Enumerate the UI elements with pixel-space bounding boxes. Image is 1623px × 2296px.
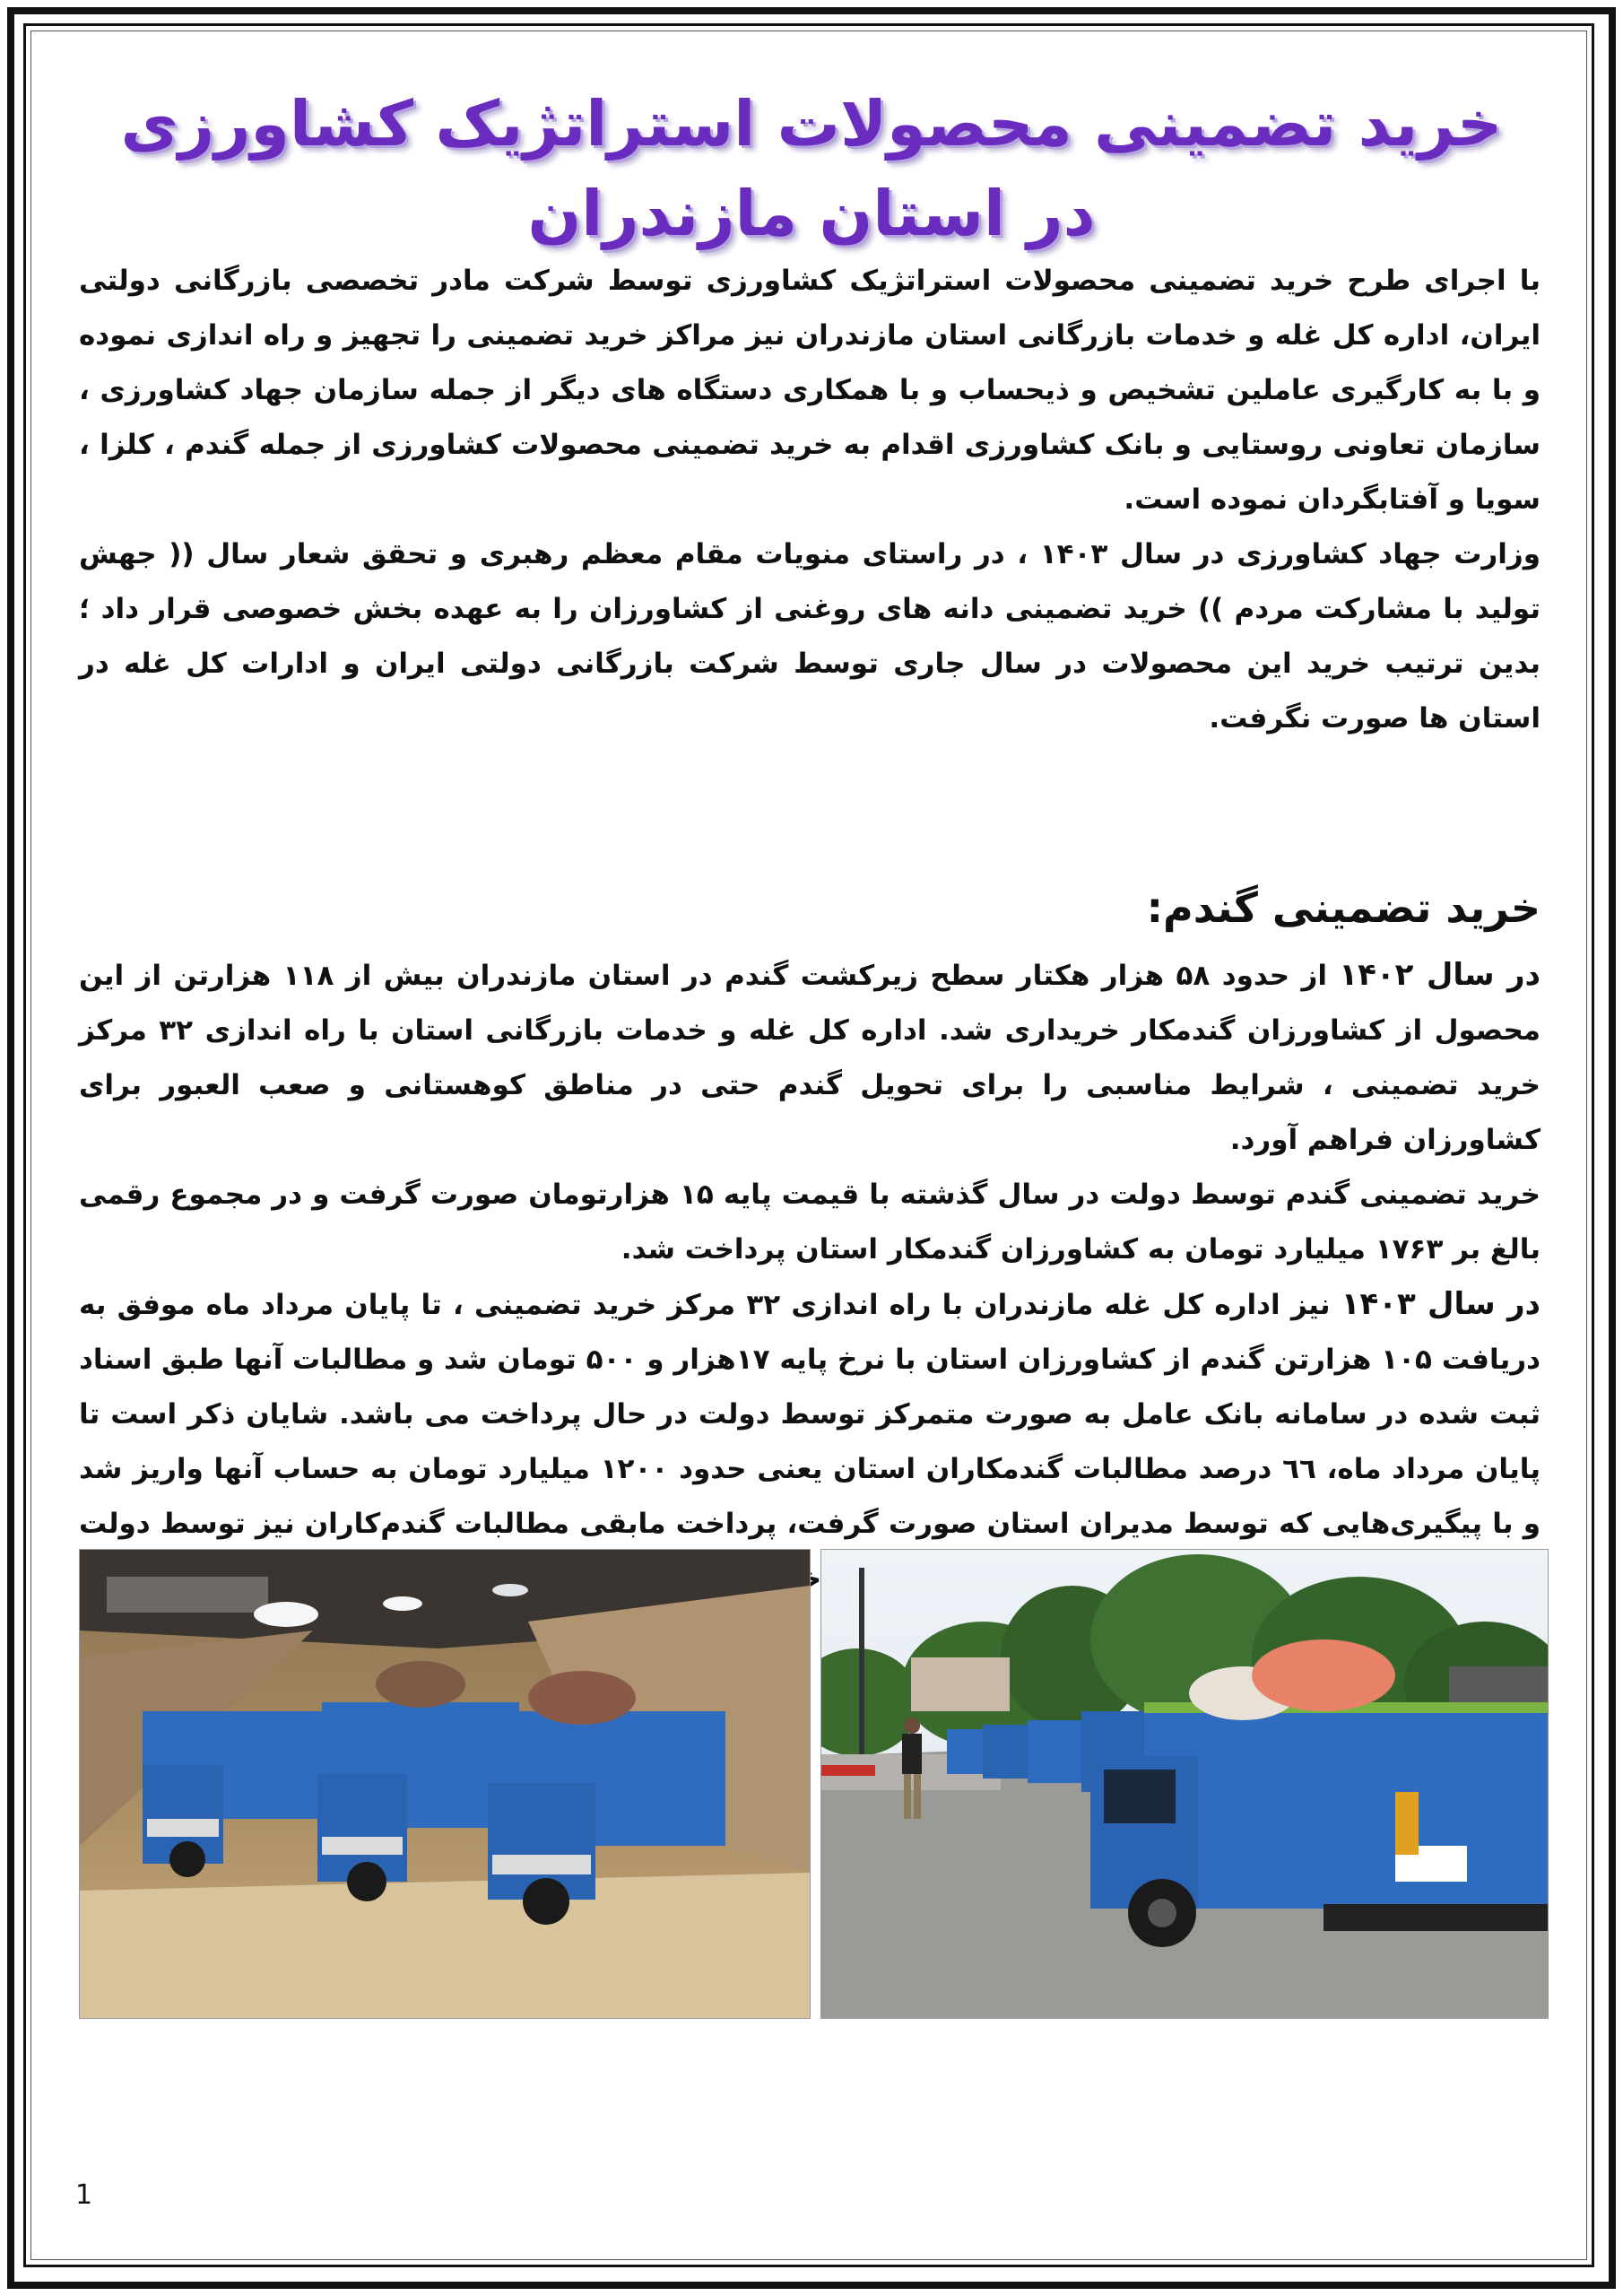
- section-spacer: [79, 746, 1541, 867]
- trucks-warehouse-illustration: [80, 1550, 810, 2018]
- year-1403-label: در سال ۱۴۰۳: [1341, 1286, 1541, 1322]
- wheat-section-heading: خرید تضمینی گندم:: [1146, 883, 1541, 932]
- trucks-queue-illustration: [821, 1550, 1548, 2018]
- intro-paragraph-1: با اجرای طرح خرید تضمینی محصولات استراتژیک کشاورزی توسط شرکت مادر تخصصی بازرگانی دولتی ایران، اداره کل غله و خدمات بازرگانی استان مازندران نیز مراکز خرید تضمینی را تجهیز و راه اندازی نموده و با به کارگیری عاملین تشخیص و ذیحساب و با همکاری دستگاه های دیگر از جمله سازمان جهاد کشاورزی ، سازمان تعاونی روستایی و بانک کشاورزی اقدام به خرید تضمینی محصولات کشاورزی از جمله گندم ، کلزا ، سویا و آفتابگردان نموده است.: [79, 265, 1541, 516]
- year-1403-text: نیز اداره کل غله مازندران با راه اندازی ۳۲ مرکز خرید تضمینی ، تا پایان مرداد ماه موفق به دریافت ۱۰۵ هزارتن گندم از کشاورزان استان با نرخ پایه ۱۷هزار و ۵۰۰ تومان شد و مطالبات آنها طبق اسناد ثبت شده در سامانه بانک عامل به صورت متمرکز توسط دولت در حال پرداخت می باشد. شایان ذکر است تا پایان مرداد ماه، ٦٦ درصد مطالبات گندمکاران استان یعنی حدود ۱۲۰۰ میلیارد تومان به حساب آنها واریز شد و با پیگیری‌هایی که توسط مدیران استان صورت گرفت، پرداخت مابقی مطالبات گندم‌کاران نیز توسط دولت: [79, 1289, 1541, 1540]
- page-number: 1: [75, 2179, 93, 2211]
- year-1402-label: در سال ۱۴۰۲: [1339, 957, 1541, 993]
- intro-paragraph-2: وزارت جهاد کشاورزی در سال ۱۴۰۳ ، در راستای منویات مقام معظم رهبری و تحقق شعار سال (( جهش تولید با مشارکت مردم )) خرید تضمینی دانه های روغنی از کشاورزان را به عهده بخش خصوصی قرار داد ؛ بدین ترتیب خرید این محصولات در سال جاری توسط شرکت بازرگانی دولتی ایران و ادارات کل غله در استان ها صورت نگرفت.: [79, 538, 1541, 735]
- photo-row: [79, 1549, 1548, 2017]
- wheat-1402-paragraph: [79, 948, 1541, 1168]
- document-body: [79, 254, 1541, 1606]
- photo-trucks-queue: [820, 1549, 1549, 2019]
- page-title: خرید تضمینی محصولات استراتژیک کشاورزی در استان مازندران: [120, 87, 1503, 250]
- year-1402-text: از حدود ۵۸ هزار هکتار سطح زیرکشت گندم در استان مازندران بیش از ۱۱۸ هزارتن از این محصول از کشاورزان گندمکار خریداری شد. اداره کل غله و خدمات بازرگانی استان با راه اندازی ۳۲ مرکز خرید تضمینی ، شرایط مناسبی را برای تحویل گندم حتی در مناطق کوهستانی و صعب العبور برای کشاورزان فراهم آورد.: [79, 960, 1541, 1156]
- photo-trucks-warehouse: [79, 1549, 811, 2019]
- wheat-price-paragraph: خرید تضمینی گندم توسط دولت در سال گذشته با قیمت پایه ۱۵ هزارتومان صورت گرفت و در مجموع رقمی بالغ بر ۱۷۶۳ میلیارد تومان به کشاورزان گندمکار استان پرداخت شد.: [79, 1178, 1541, 1265]
